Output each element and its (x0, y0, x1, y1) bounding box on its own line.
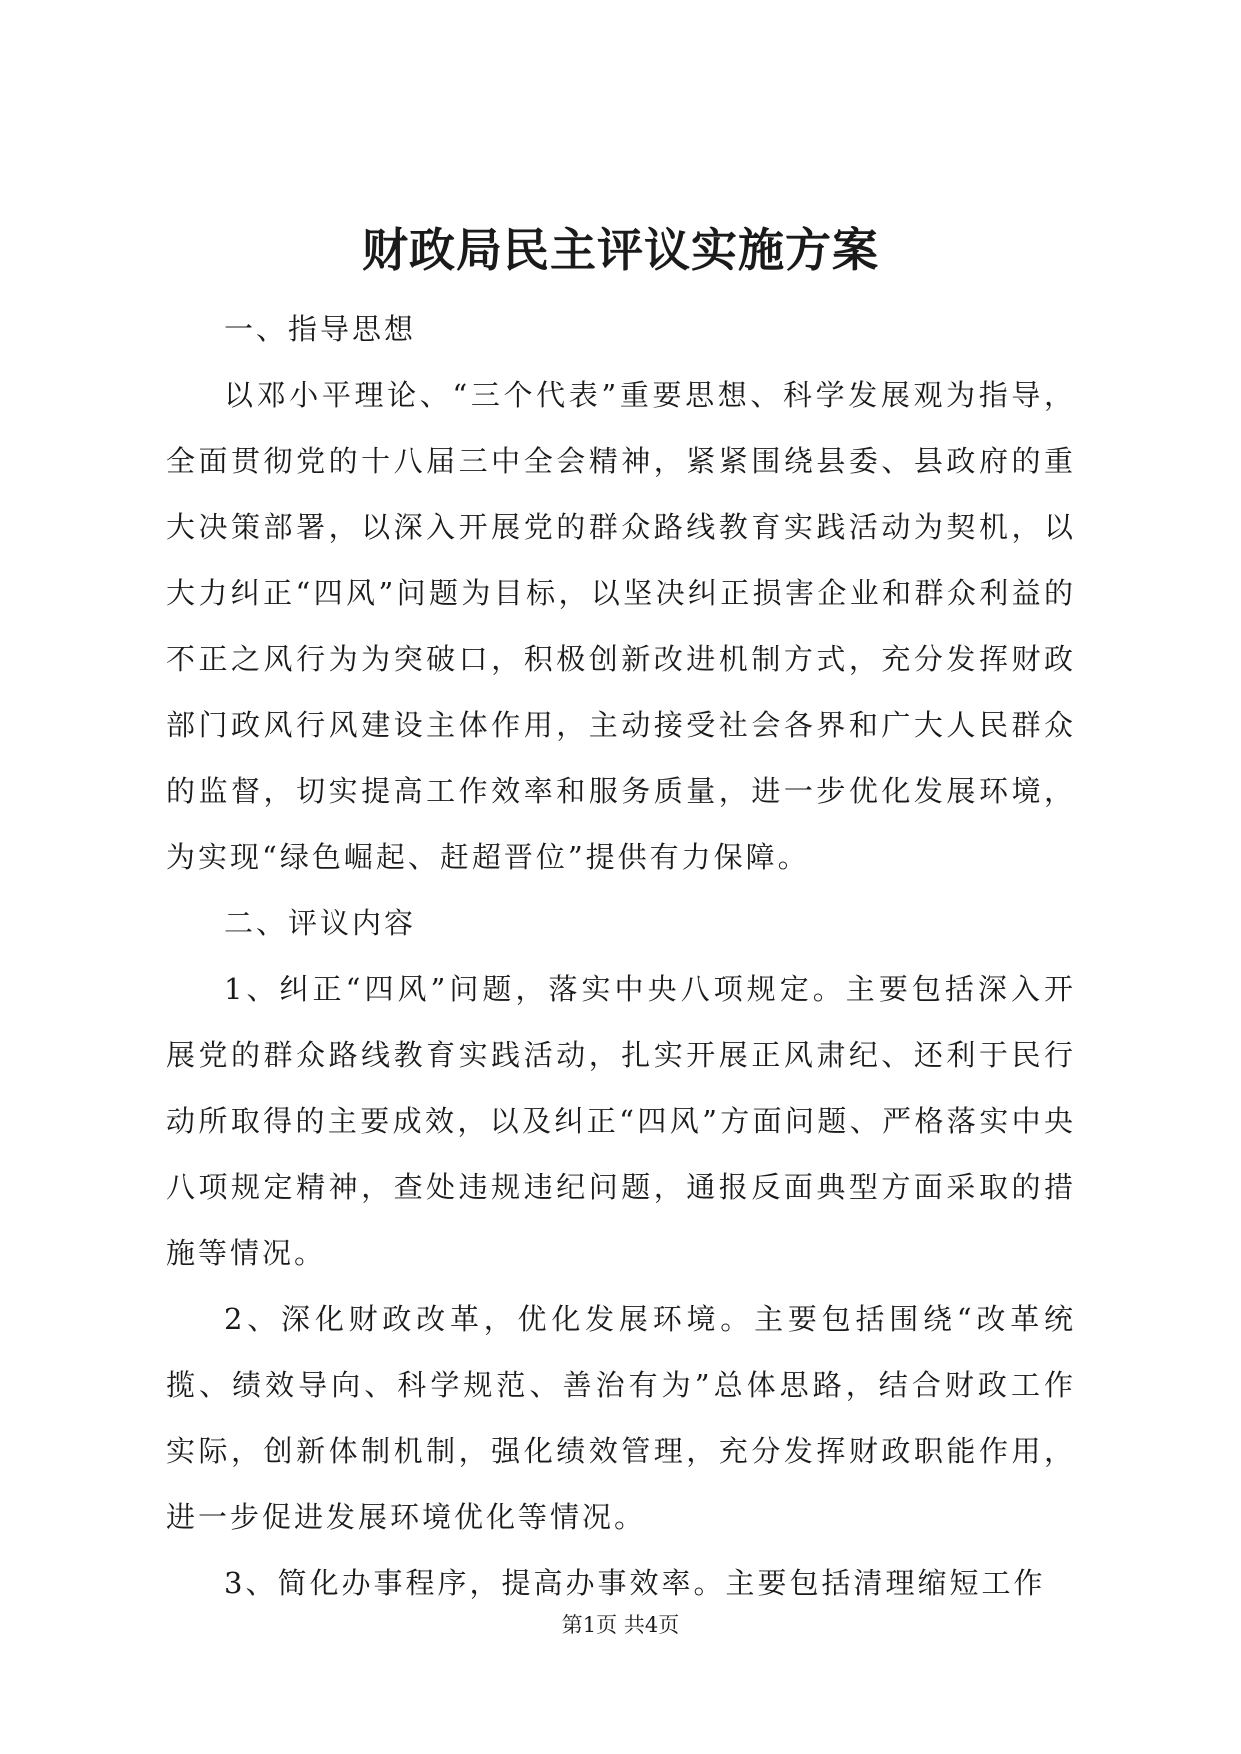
section-heading-evaluation-content: 二、评议内容 (224, 906, 417, 940)
paragraph-guiding-thought: 以邓小平理论、“三个代表”重要思想、科学发展观为指导，全面贯彻党的十八届三中全会精神，紧紧围绕县委、县政府的重大决策部署，以深入开展党的群众路线教育实践活动为契机，以大力纠正“四风”问题为目标，以坚决纠正损害企业和群众利益的不正之风行为为突破口，积极创新改进机制方式，充分发挥财政部门政风行风建设主体作用，主动接受社会各界和广大人民群众的监督，切实提高工作效率和服务质量，进一步优化发展环境，为实现“绿色崛起、赶超晋位”提供有力保障。 (166, 378, 1076, 874)
paragraph-item-2: 2、深化财政改革，优化发展环境。主要包括围绕“改革统揽、绩效导向、科学规范、善治有为”总体思路，结合财政工作实际，创新体制机制，强化绩效管理，充分发挥财政职能作用，进一步促进发展环境优化等情况。 (166, 1302, 1076, 1534)
section-heading-guiding-thought: 一、指导思想 (224, 312, 417, 346)
document-body (166, 296, 1076, 1616)
document-title: 财政局民主评议实施方案 (362, 223, 879, 277)
paragraph-item-1: 1、纠正“四风”问题，落实中央八项规定。主要包括深入开展党的群众路线教育实践活动，扎实开展正风肃纪、还利于民行动所取得的主要成效，以及纠正“四风”方面问题、严格落实中央八项规定精神，查处违规违纪问题，通报反面典型方面采取的措施等情况。 (166, 972, 1076, 1270)
page-number-footer: 第1页 共4页 (561, 1613, 680, 1637)
paragraph-item-3: 3、简化办事程序，提高办事效率。主要包括清理缩短工作 (224, 1566, 1046, 1600)
